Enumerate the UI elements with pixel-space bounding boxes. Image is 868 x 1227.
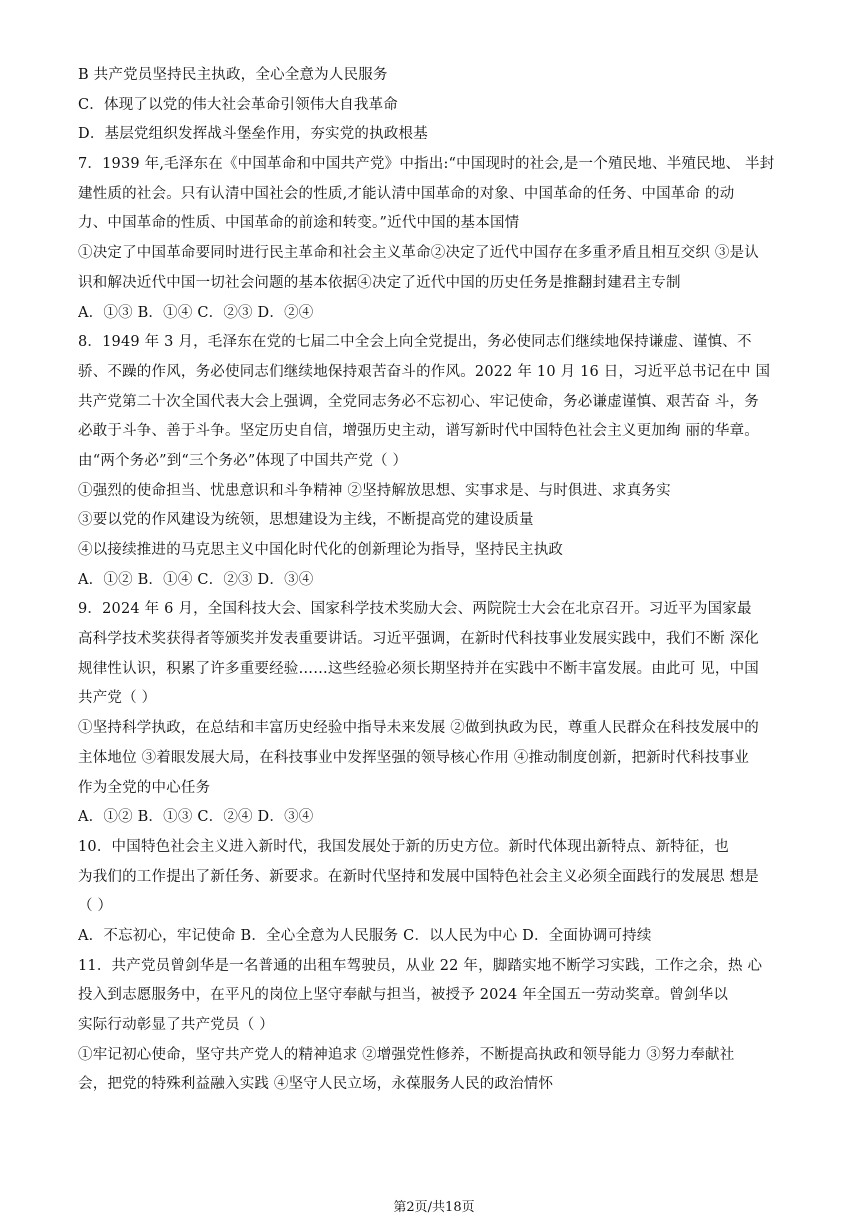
question-10-stem: 10．中国特色社会主义进入新时代，我国发展处于新的历史方位。新时代体现出新特点、新特征，也: [78, 838, 729, 855]
text-line: 作为全党的中心任务: [78, 779, 211, 796]
question-9-stem: 9．2024 年 6 月，全国科技大会、国家科学技术奖励大会、两院院士大会在北京召开。习近平为国家最: [78, 601, 752, 618]
answer-options: A．不忘初心，牢记使命 B．全心全意为人民服务 C．以人民为中心 D．全面协调可持续: [78, 927, 652, 944]
page-content: [78, 61, 798, 1100]
text-line: 力、中国革命的性质、中国革命的前途和转变。”近代中国的基本国情: [78, 215, 520, 232]
text-line: 必敢于斗争、善于斗争。坚定历史自信，增强历史主动，谱写新时代中国特色社会主义更加绚 丽的华章。: [78, 423, 760, 440]
text-line: 规律性认识，积累了许多重要经验……这些经验必须长期坚持并在实践中不断丰富发展。由此可 见，中国: [78, 660, 760, 677]
text-line: 共产党第二十次全国代表大会上强调，全党同志务必不忘初心、牢记使命，务必谦虚谨慎、艰苦奋 斗，务: [78, 393, 760, 410]
text-line: 识和解决近代中国一切社会问题的基本依据④决定了近代中国的历史任务是推翻封建君主专制: [78, 274, 681, 291]
text-line: ③要以党的作风建设为统领，思想建设为主线，不断提高党的建设质量: [78, 512, 534, 529]
text-line: 为我们的工作提出了新任务、新要求。在新时代坚持和发展中国特色社会主义必须全面践行的发展思 想是: [78, 868, 760, 885]
text-line: C．体现了以党的伟大社会革命引领伟大自我革命: [78, 96, 398, 113]
text-line: 投入到志愿服务中，在平凡的岗位上坚守奉献与担当，被授予 2024 年全国五一劳动奖章。曾剑华以: [78, 987, 729, 1004]
text-line: （ ）: [78, 898, 113, 915]
text-line: 建性质的社会。只有认清中国社会的性质,才能认清中国革命的对象、中国革命的任务、中国革命 的动: [78, 185, 735, 202]
page-footer: 第2页/共18页: [393, 1200, 475, 1215]
question-11-stem: 11．共产党员曾剑华是一名普通的出租车驾驶员，从业 22 年，脚踏实地不断学习实践，工作之余，热 心: [78, 957, 763, 974]
text-line: ①决定了中国革命要同时进行民主革命和社会主义革命②决定了近代中国存在多重矛盾且相互交织 ③是认: [78, 245, 760, 262]
answer-options: A．①② B．①④ C．②③ D．③④: [78, 571, 314, 588]
text-line: 骄、不躁的作风，务必使同志们继续地保持艰苦奋斗的作风。2022 年 10 月 16 日，习近平总书记在中 国: [78, 363, 771, 380]
answer-options: A．①③ B．①④ C．②③ D．②④: [78, 304, 314, 321]
text-line: D．基层党组织发挥战斗堡垒作用，夯实党的执政根基: [78, 126, 428, 143]
question-7-stem: 7．1939 年,毛泽东在《中国革命和中国共产党》中指出:“中国现时的社会,是一个殖民地、半殖民地、 半封: [78, 156, 775, 173]
text-line: 共产党（ ）: [78, 690, 157, 707]
text-line: ①牢记初心使命，坚守共产党人的精神追求 ②增强党性修养，不断提高执政和领导能力 ③努力奉献社: [78, 1046, 735, 1063]
text-line: 主体地位 ③着眼发展大局，在科技事业中发挥坚强的领导核心作用 ④推动制度创新，把新时代科技事业: [78, 749, 750, 766]
text-line: ①强烈的使命担当、忧患意识和斗争精神 ②坚持解放思想、实事求是、与时俱进、求真务实: [78, 482, 671, 499]
text-line: ①坚持科学执政，在总结和丰富历史经验中指导未来发展 ②做到执政为民，尊重人民群众在科技发展中的: [78, 720, 760, 737]
text-line: ④以接续推进的马克思主义中国化时代化的创新理论为指导，坚持民主执政: [78, 542, 564, 558]
text-line: B 共产党员坚持民主执政，全心全意为人民服务: [78, 67, 388, 83]
text-line: 会，把党的特殊利益融入实践 ④坚守人民立场，永葆服务人民的政治情怀: [78, 1076, 554, 1093]
text-line: 由“两个务必”到“三个务必”体现了中国共产党（ ）: [78, 452, 408, 469]
text-line: 实际行动彰显了共产党员（ ）: [78, 1017, 274, 1033]
question-8-stem: 8．1949 年 3 月，毛泽东在党的七届二中全会上向全党提出，务必使同志们继续地保持谦虚、谨慎、不: [78, 334, 752, 351]
answer-options: A．①② B．①③ C．②④ D．③④: [78, 809, 314, 826]
text-line: 高科学技术奖获得者等颁奖并发表重要讲话。习近平强调，在新时代科技事业发展实践中，我们不断 深化: [78, 631, 760, 648]
